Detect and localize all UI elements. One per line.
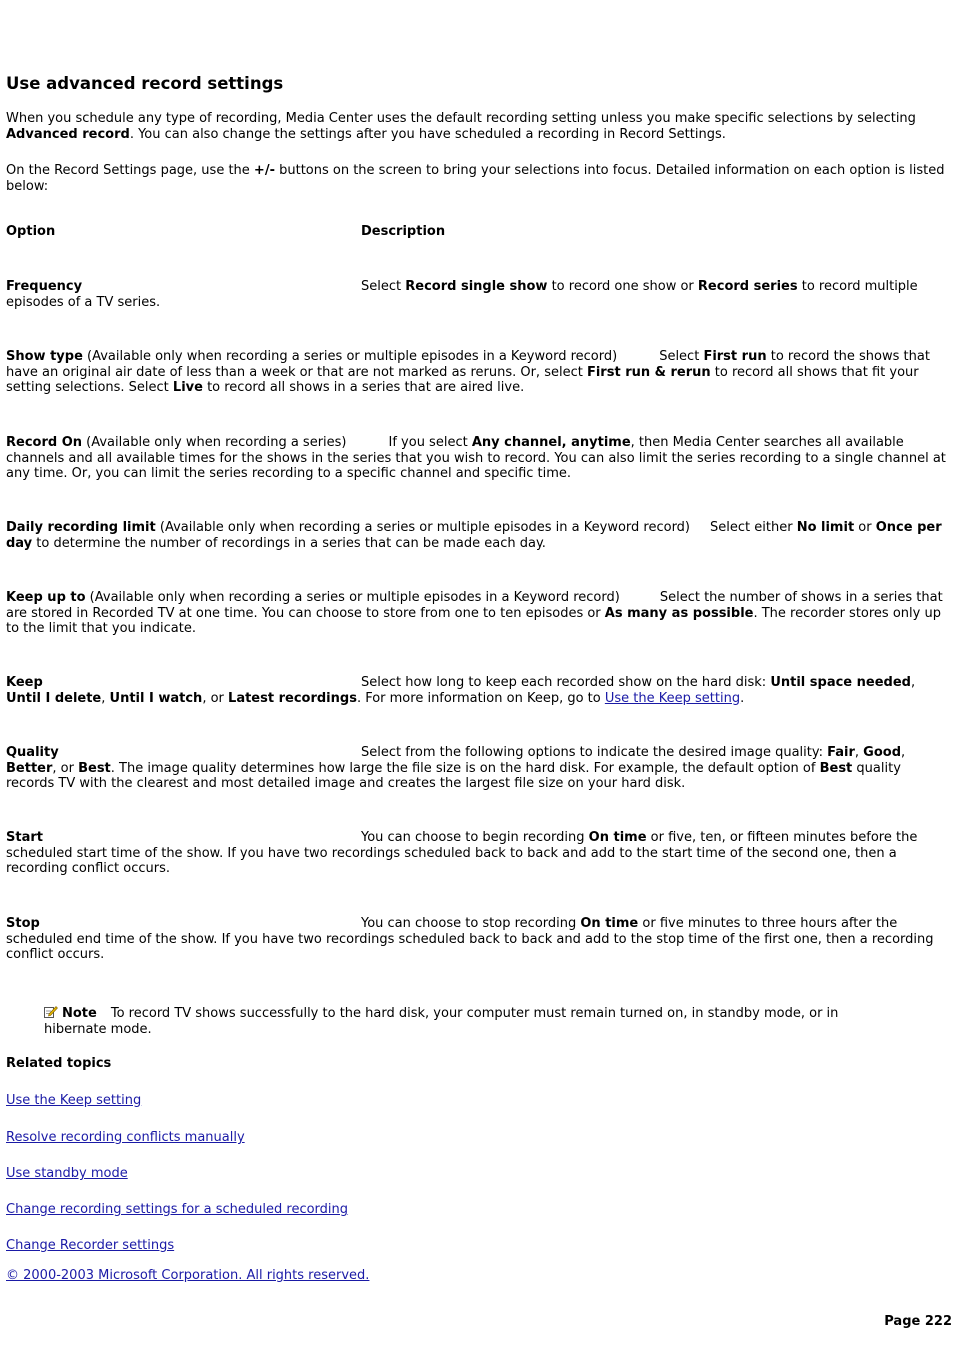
column-header-option: Option bbox=[6, 224, 56, 239]
desc-bold: Record single show bbox=[405, 279, 548, 294]
related-topics-heading: Related topics bbox=[6, 1056, 112, 1071]
desc-bold: Any channel, anytime bbox=[471, 435, 631, 450]
desc-text: , or bbox=[52, 760, 79, 776]
desc-bold: On time bbox=[588, 830, 647, 845]
intro1-text-a: When you schedule any type of recording, Media Center uses the default recording setting unless you make specific selections by selecting bbox=[6, 111, 916, 126]
option-qualifier: (Available only when recording a series or multiple episodes in a Keyword record) bbox=[82, 349, 618, 364]
desc-text: Select how long to keep each recorded show on the hard disk: bbox=[361, 675, 771, 690]
desc-bold: Live bbox=[172, 380, 203, 395]
desc-bold: No limit bbox=[796, 520, 855, 535]
desc-text: to record one show or bbox=[547, 279, 698, 294]
copyright-link[interactable]: © 2000-2003 Microsoft Corporation. All rights reserved. bbox=[6, 1268, 370, 1283]
desc-text: , then Media Center searches all available channels and all available times for the shows in the series that you wish to record. You can also limit the series recording to a single channel at any time. Or, you can limit the series recording to a specific channel and specific time. bbox=[6, 435, 946, 481]
desc-text: . The image quality determines how large the file size is on the hard disk. For example, the default option of bbox=[110, 760, 820, 776]
row-daily-recording-limit bbox=[6, 520, 946, 551]
option-name: Show type bbox=[6, 349, 83, 364]
desc-bold: Until I watch bbox=[109, 690, 203, 706]
desc-text: or five, ten, or fifteen minutes before the scheduled start time of the show. If you have two recordings scheduled back to back and add to the start time of the second one, then a recording conflict occurs. bbox=[6, 830, 918, 876]
desc-text: If you select bbox=[388, 435, 472, 450]
row-start bbox=[6, 830, 946, 877]
related-link-resolve-conflicts[interactable]: Resolve recording conflicts manually bbox=[6, 1130, 245, 1145]
column-header-description: Description bbox=[361, 224, 446, 239]
row-keep-up-to bbox=[6, 590, 946, 637]
desc-bold: First run & rerun bbox=[586, 364, 711, 380]
row-frequency bbox=[6, 279, 946, 310]
desc-text: . The recorder stores only up to the limit that you indicate. bbox=[6, 605, 941, 636]
intro2-text-c: buttons on the screen to bring your selections into focus. Detailed information on each option is listed below: bbox=[6, 163, 945, 194]
option-qualifier: (Available only when recording a series or multiple episodes in a Keyword record) bbox=[85, 590, 620, 605]
desc-text: Select bbox=[659, 349, 704, 364]
option-qualifier: (Available only when recording a series) bbox=[82, 435, 347, 450]
page-number: Page 222 bbox=[884, 1314, 952, 1329]
row-show-type bbox=[6, 349, 946, 396]
desc-bold: Best bbox=[78, 760, 111, 776]
note-label: Note bbox=[62, 1006, 97, 1021]
intro1-text-c: . You can also change the settings after you have scheduled a recording in Record Settings. bbox=[129, 126, 726, 142]
desc-text: to record multiple episodes of a TV series. bbox=[6, 279, 918, 310]
row-quality bbox=[6, 745, 946, 792]
intro2-bold: +/- bbox=[253, 163, 275, 178]
option-name: Daily recording limit bbox=[6, 520, 156, 535]
desc-text: quality records TV with the clearest and most detailed image and creates the largest file size on your hard disk. bbox=[6, 760, 901, 791]
option-name: Record On bbox=[6, 435, 83, 450]
desc-text: to record the shows that have an original air date of less than a week or that are not marked as reruns. Or, select bbox=[6, 349, 930, 380]
desc-text: , bbox=[910, 675, 916, 690]
desc-bold: Once per day bbox=[6, 520, 942, 551]
option-name: Quality bbox=[6, 745, 59, 760]
desc-text: to determine the number of recordings in a series that can be made each day. bbox=[32, 535, 546, 551]
desc-bold: Until space needed bbox=[770, 675, 911, 690]
desc-bold: First run bbox=[703, 349, 767, 364]
desc-text: Select the number of shows in a series that are stored in Recorded TV at one time. You can choose to store from one to ten episodes or bbox=[6, 590, 943, 621]
option-name: Keep up to bbox=[6, 590, 86, 605]
desc-text: . For more information on Keep, go to bbox=[356, 690, 605, 706]
keep-setting-inline-link[interactable]: Use the Keep setting bbox=[604, 690, 741, 706]
desc-text: or bbox=[854, 520, 876, 535]
note-pencil-icon bbox=[44, 1005, 58, 1018]
option-name: Start bbox=[6, 830, 43, 845]
desc-text: You can choose to stop recording bbox=[361, 916, 581, 931]
intro-paragraph-1 bbox=[6, 111, 946, 142]
note-box bbox=[44, 1005, 894, 1037]
page-title: Use advanced record settings bbox=[6, 74, 284, 93]
desc-text: , bbox=[101, 690, 110, 706]
intro2-text-a: On the Record Settings page, use the bbox=[6, 163, 254, 178]
option-name: Keep bbox=[6, 675, 43, 690]
desc-bold: Better bbox=[6, 760, 53, 776]
desc-text: to record all shows in a series that are aired live. bbox=[202, 380, 525, 395]
desc-text: , or bbox=[202, 690, 229, 706]
option-name: Stop bbox=[6, 916, 40, 931]
row-stop bbox=[6, 916, 946, 963]
desc-text: , bbox=[901, 745, 906, 760]
desc-bold: Latest recordings bbox=[228, 690, 357, 706]
row-keep bbox=[6, 675, 946, 706]
desc-text: or five minutes to three hours after the scheduled end time of the show. If you have two recordings scheduled back to back and add to the stop time of the first one, then a recording conflict occurs. bbox=[6, 916, 934, 962]
desc-bold: Until I delete bbox=[6, 690, 102, 706]
desc-text: Select either bbox=[710, 520, 797, 535]
desc-text: , bbox=[854, 745, 864, 760]
desc-bold: As many as possible bbox=[604, 605, 754, 621]
option-qualifier: (Available only when recording a series or multiple episodes in a Keyword record) bbox=[155, 520, 691, 535]
related-link-change-recording-settings[interactable]: Change recording settings for a scheduled recording bbox=[6, 1202, 349, 1217]
row-record-on bbox=[6, 435, 946, 482]
desc-bold: Good bbox=[863, 745, 901, 760]
desc-bold: On time bbox=[580, 916, 639, 931]
desc-bold: Record series bbox=[697, 279, 798, 294]
intro1-bold: Advanced record bbox=[6, 126, 130, 142]
note-text: To record TV shows successfully to the hard disk, your computer must remain turned on, in standby mode, or in hibernate mode. bbox=[44, 1006, 839, 1037]
desc-bold: Best bbox=[819, 760, 853, 776]
desc-text: to record all shows that fit your setting selections. Select bbox=[6, 364, 919, 395]
desc-text: Select from the following options to indicate the desired image quality: bbox=[361, 745, 828, 760]
desc-bold: Fair bbox=[827, 745, 855, 760]
desc-text: You can choose to begin recording bbox=[361, 830, 589, 845]
option-name: Frequency bbox=[6, 279, 83, 294]
related-link-keep-setting[interactable]: Use the Keep setting bbox=[6, 1093, 142, 1108]
desc-text: . bbox=[740, 690, 745, 706]
related-link-standby-mode[interactable]: Use standby mode bbox=[6, 1166, 128, 1181]
intro-paragraph-2 bbox=[6, 163, 946, 194]
related-link-change-recorder-settings[interactable]: Change Recorder settings bbox=[6, 1238, 175, 1253]
desc-text: Select bbox=[361, 279, 406, 294]
